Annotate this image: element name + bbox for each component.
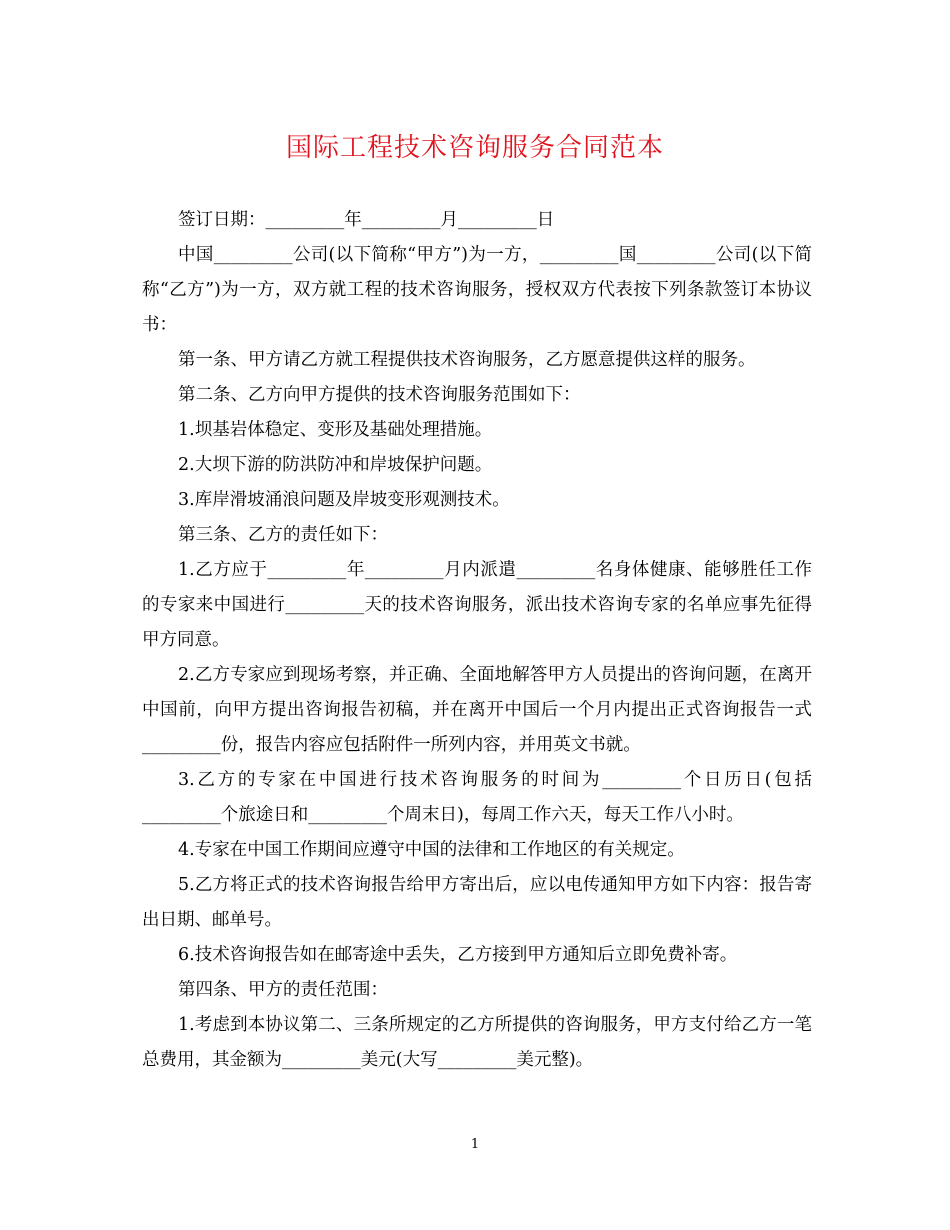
article-3-item-1: 1.乙方应于_________年_________月内派遣_________名身体健康、能够胜任工作的专家来中国进行_________天的技术咨询服务，派出技术咨询专家的名单应事先征得甲方同意。 bbox=[142, 560, 812, 650]
document-title: 国际工程技术咨询服务合同范本 bbox=[285, 133, 664, 163]
article-3-heading: 第三条、乙方的责任如下： bbox=[178, 525, 388, 545]
parties-paragraph: 中国_________公司(以下简称“甲方”)为一方，_________国_________公司(以下简称“乙方”)为一方，双方就工程的技术咨询服务，授权双方代表按下列条款签订本协议书： bbox=[142, 245, 812, 335]
article-3-item-5: 5.乙方将正式的技术咨询报告给甲方寄出后，应以电传通知甲方如下内容：报告寄出日期、邮单号。 bbox=[142, 875, 812, 930]
article-2-item-3: 3.库岸滑坡涌浪问题及岸坡变形观测技术。 bbox=[178, 490, 510, 510]
article-4-item-1: 1.考虑到本协议第二、三条所规定的乙方所提供的咨询服务，甲方支付给乙方一笔总费用，其金额为_________美元(大写_________美元整)。 bbox=[142, 1015, 812, 1070]
article-4-heading: 第四条、甲方的责任范围： bbox=[178, 980, 388, 1000]
page-number: 1 bbox=[470, 1137, 480, 1152]
document-body bbox=[142, 203, 812, 1078]
article-2-item-1: 1.坝基岩体稳定、变形及基础处理措施。 bbox=[178, 420, 493, 440]
article-3-item-2: 2.乙方专家应到现场考察，并正确、全面地解答甲方人员提出的咨询问题，在离开中国前，向甲方提出咨询报告初稿，并在离开中国后一个月内提出正式咨询报告一式_________份，报告内容应包括附件一所列内容，并用英文书就。 bbox=[142, 665, 812, 755]
article-1: 第一条、甲方请乙方就工程提供技术咨询服务，乙方愿意提供这样的服务。 bbox=[178, 350, 756, 370]
article-2-heading: 第二条、乙方向甲方提供的技术咨询服务范围如下： bbox=[178, 385, 581, 405]
article-3-item-4: 4.专家在中国工作期间应遵守中国的法律和工作地区的有关规定。 bbox=[178, 840, 685, 860]
article-3-item-3: 3.乙方的专家在中国进行技术咨询服务的时间为_________个日历日(包括_________个旅途日和_________个周末日)，每周工作六天，每天工作八小时。 bbox=[142, 770, 812, 825]
signing-date-line: 签订日期：_________年_________月_________日 bbox=[178, 210, 555, 230]
article-3-item-6: 6.技术咨询报告如在邮寄途中丢失，乙方接到甲方通知后立即免费补寄。 bbox=[178, 945, 738, 965]
article-2-item-2: 2.大坝下游的防洪防冲和岸坡保护问题。 bbox=[178, 455, 493, 475]
